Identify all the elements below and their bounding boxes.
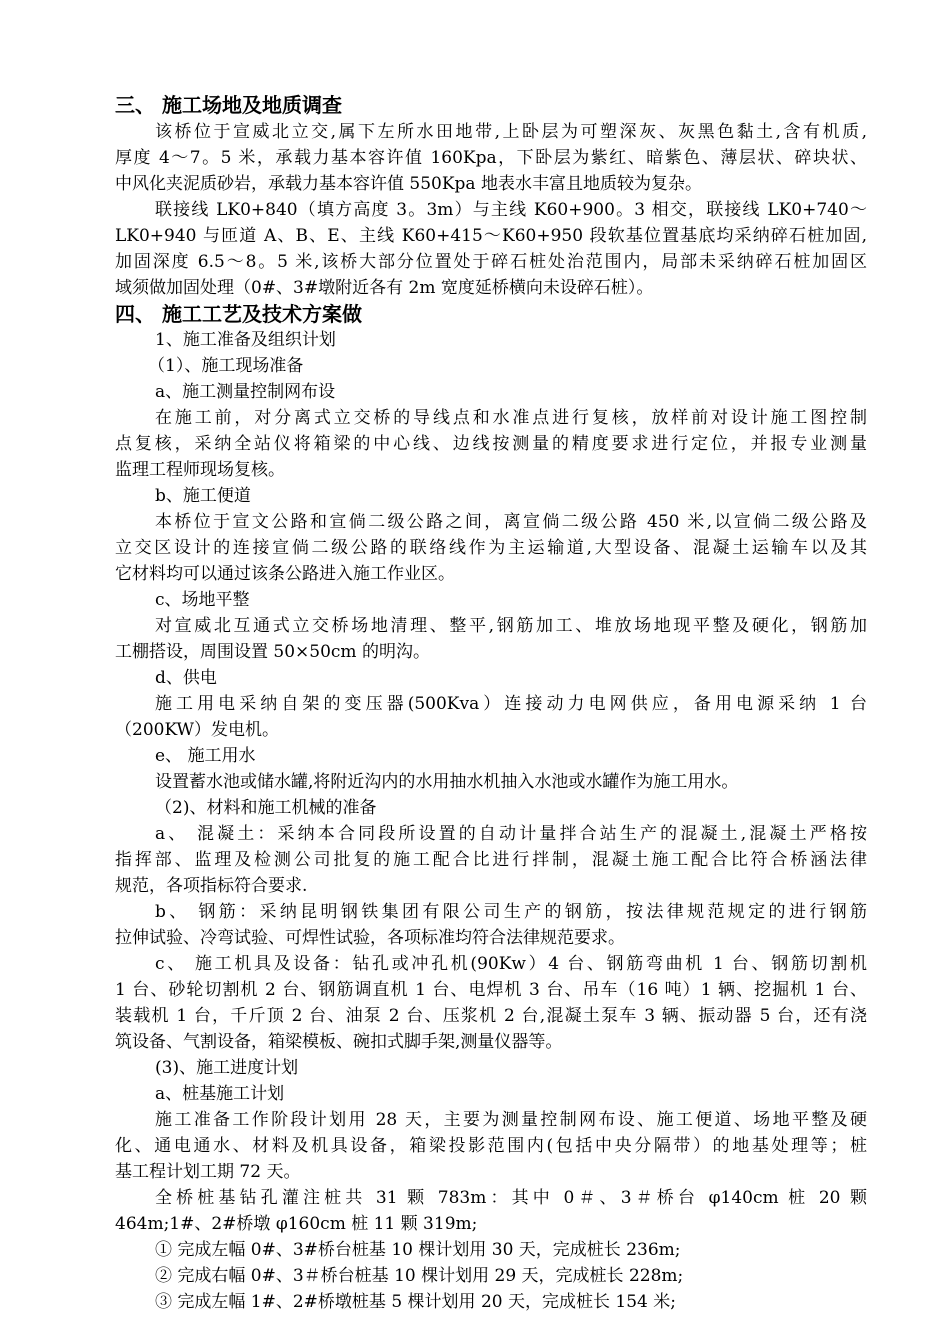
- paragraph-line: 它材料均可以通过该条公路进入施工作业区。: [115, 564, 455, 584]
- paragraph-line: （200KW）发电机。: [115, 720, 280, 740]
- paragraph-line: 施工用电采纳自架的变压器(500Kva）连接动力电网供应，备用电源采纳 1 台: [155, 694, 867, 714]
- item-title: d、供电: [155, 668, 217, 688]
- paragraph-line: b、 钢筋：采纳昆明钢铁集团有限公司生产的钢筋，按法律规范规定的进行钢筋: [155, 902, 867, 922]
- paragraph-line: 监理工程师现场复核。: [115, 460, 285, 480]
- paragraph-line: 464m;1#、2#桥墩 φ160cm 桩 11 颗 319m;: [115, 1214, 478, 1234]
- subheading: （2)、材料和施工机械的准备: [155, 798, 377, 818]
- list-item: ① 完成左幅 0#、3#桥台桩基 10 棵计划用 30 天，完成桩长 236m;: [155, 1240, 681, 1260]
- paragraph-line: 立交区设计的连接宣倘二级公路的联络线作为主运输道,大型设备、混凝土运输车以及其: [115, 538, 867, 558]
- paragraph-line: 化、通电通水、材料及机具设备，箱梁投影范围内(包括中央分隔带）的地基处理等；桩: [115, 1136, 867, 1156]
- paragraph-line: 加固深度 6.5～8。5 米,该桥大部分位置处于碎石桩处治范围内，局部未采纳碎石桩加固区: [115, 252, 867, 272]
- paragraph-line: 装载机 1 台，千斤顶 2 台、油泵 2 台、压浆机 2 台,混凝土泵车 3 辆、振动器 5 台，还有浇: [115, 1006, 867, 1026]
- paragraph-line: a、 混凝土：采纳本合同段所设置的自动计量拌合站生产的混凝土,混凝土严格按: [155, 824, 867, 844]
- paragraph-line: 对宣威北互通式立交桥场地清理、整平,钢筋加工、堆放场地现平整及硬化，钢筋加: [155, 616, 867, 636]
- paragraph-line: 厚度 4～7。5 米，承载力基本容许值 160Kpa，下卧层为紫红、暗紫色、薄层状、碎块状、: [115, 148, 867, 168]
- item-title: a、桩基施工计划: [155, 1084, 285, 1104]
- item-title: e、 施工用水: [155, 746, 256, 766]
- subheading: 1、施工准备及组织计划: [155, 330, 336, 350]
- section-3-heading: 三、 施工场地及地质调查: [115, 93, 342, 117]
- section-4-heading: 四、 施工工艺及技术方案做: [115, 302, 362, 326]
- paragraph-line: 工棚搭设，周围设置 50×50cm 的明沟。: [115, 642, 430, 662]
- paragraph-line: 中风化夹泥质砂岩，承载力基本容许值 550Kpa 地表水丰富且地质较为复杂。: [115, 174, 702, 194]
- item-title: c、场地平整: [155, 590, 250, 610]
- paragraph-line: c、 施工机具及设备：钻孔或冲孔机(90Kw）4 台、钢筋弯曲机 1 台、钢筋切割机: [155, 954, 867, 974]
- paragraph-line: 本桥位于宣文公路和宣倘二级公路之间，离宣倘二级公路 450 米,以宣倘二级公路及: [155, 512, 867, 532]
- paragraph-line: 设置蓄水池或储水罐,将附近沟内的水用抽水机抽入水池或水罐作为施工用水。: [155, 772, 739, 792]
- paragraph-line: 该桥位于宣威北立交,属下左所水田地带,上卧层为可塑深灰、灰黑色黏土,含有机质,: [155, 122, 867, 142]
- paragraph-line: 施工准备工作阶段计划用 28 天，主要为测量控制网布设、施工便道、场地平整及硬: [155, 1110, 867, 1130]
- paragraph-line: 基工程计划工期 72 天。: [115, 1162, 301, 1182]
- paragraph-line: 1 台、砂轮切割机 2 台、钢筋调直机 1 台、电焊机 3 台、吊车（16 吨）1 辆、挖掘机 1 台、: [115, 980, 867, 1000]
- paragraph-line: 规范，各项指标符合要求.: [115, 876, 308, 896]
- paragraph-line: 指挥部、监理及检测公司批复的施工配合比进行拌制，混凝土施工配合比符合桥涵法律: [115, 850, 867, 870]
- paragraph-line: 全桥桩基钻孔灌注桩共 31 颗 783m：其中 0＃、3＃桥台 φ140cm 桩 20 颗: [155, 1188, 867, 1208]
- subheading: （1）、施工现场准备: [148, 356, 304, 376]
- paragraph-line: 域须做加固处理（0#、3#墩附近各有 2m 宽度延桥横向未设碎石桩）。: [115, 278, 654, 298]
- paragraph-line: 点复核，采纳全站仪将箱梁的中心线、边线按测量的精度要求进行定位，并报专业测量: [115, 434, 867, 454]
- paragraph-line: LK0+940 与匝道 A、B、E、主线 K60+415～K60+950 段软基位置基底均采纳碎石桩加固,: [115, 226, 867, 246]
- item-title: a、施工测量控制网布设: [155, 382, 336, 402]
- subheading: (3)、施工进度计划: [155, 1058, 299, 1078]
- paragraph-line: 筑设备、气割设备，箱梁模板、碗扣式脚手架,测量仪器等。: [115, 1032, 563, 1052]
- item-title: b、施工便道: [155, 486, 251, 506]
- list-item: ② 完成右幅 0#、3＃桥台桩基 10 棵计划用 29 天，完成桩长 228m;: [155, 1266, 684, 1286]
- list-item: ③ 完成左幅 1#、2#桥墩桩基 5 棵计划用 20 天，完成桩长 154 米;: [155, 1292, 676, 1312]
- paragraph-line: 在施工前，对分离式立交桥的导线点和水准点进行复核，放样前对设计施工图控制: [155, 408, 867, 428]
- paragraph-line: 联接线 LK0+840（填方高度 3。3m）与主线 K60+900。3 相交，联接线 LK0+740～: [155, 200, 867, 220]
- paragraph-line: 拉伸试验、冷弯试验、可焊性试验，各项标准均符合法律规范要求。: [115, 928, 625, 948]
